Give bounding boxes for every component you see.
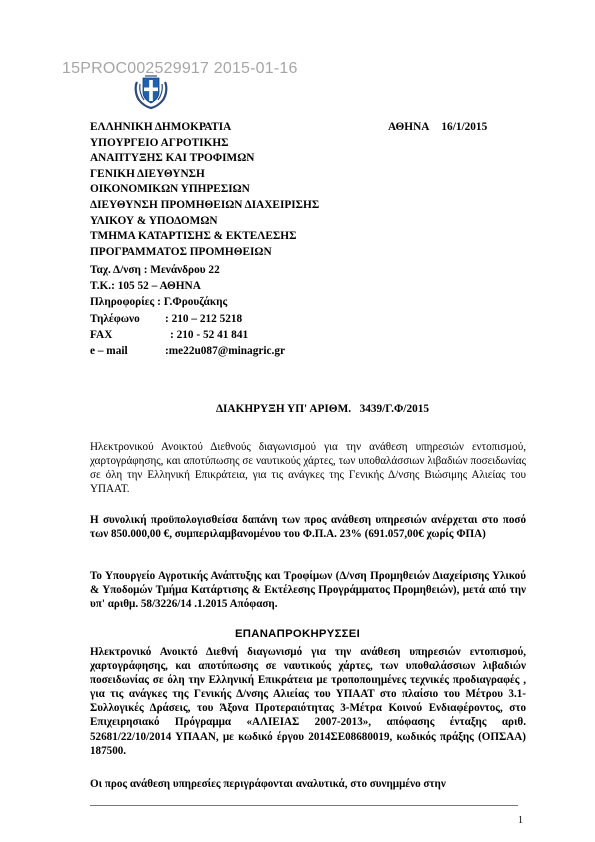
fax-row xyxy=(90,327,285,343)
address: Ταχ. Δ/νση : Μενάνδρου 22 xyxy=(90,264,220,276)
tender-subject-paragraph: Ηλεκτρονικού Ανοικτού Διεθνούς διαγωνισμού για την ανάθεση υπηρεσιών εντοπισμού, χαρτογράφησης, και αποτύπωσης σε ναυτικούς χάρτες, των υποθαλάσσιων λιβαδιών ποσειδωνίας σε όλη την Ελληνική Επικράτεια, για τις ανάγκες της Γενικής Δ/νσης Βιώσιμης Αλιείας του ΥΠΑΑΤ. xyxy=(90,441,526,496)
place-and-date xyxy=(388,120,487,136)
page-number: 1 xyxy=(518,815,523,826)
authority-line: ΑΝΑΠΤΥΞΗΣ ΚΑΙ ΤΡΟΦΙΜΩΝ xyxy=(90,152,255,165)
phone-label: Τηλέφωνο xyxy=(90,312,140,325)
issuing-authority xyxy=(90,120,319,260)
declaration-title: ΔΙΑΚΗΡΥΞΗ ΥΠ' ΑΡΙΘΜ. xyxy=(215,403,352,415)
declaration-heading xyxy=(0,403,595,415)
services-description-paragraph: Οι προς ανάθεση υπηρεσίες περιγράφονται αναλυτικά, στο συνημμένο στην xyxy=(90,778,446,790)
declaration-number: 3439/Γ.Φ/2015 xyxy=(359,403,430,415)
date: 16/1/2015 xyxy=(441,121,488,133)
contact-details xyxy=(90,262,285,359)
authority-line: ΓΕΝΙΚΗ ΔΙΕΥΘΥΝΣΗ xyxy=(90,167,205,180)
authority-line: ΔΙΕΥΘΥΝΣΗ ΠΡΟΜΗΘΕΙΩΝ ΔΙΑΧΕΙΡΙΣΗΣ xyxy=(90,198,320,211)
phone-row xyxy=(90,311,285,327)
authority-line: ΥΛΙΚΟΥ & ΥΠΟΔΟΜΩΝ xyxy=(90,214,218,227)
reannounce-heading: ΕΠΑΝΑΠΡΟΚΗΡΥΣΣΕΙ xyxy=(234,628,361,640)
city: ΑΘΗΝΑ xyxy=(388,121,430,133)
postcode: Τ.Κ.: 105 52 – ΑΘΗΝΑ xyxy=(90,280,201,293)
authority-line: ΥΠΟΥΡΓΕΙΟ ΑΓΡΟΤΙΚΗΣ xyxy=(90,136,229,149)
contact-person: Πληροφορίες : Γ.Φρουζάκης xyxy=(90,296,228,309)
budget-paragraph: Η συνολική προϋπολογισθείσα δαπάνη των προς ανάθεση υπηρεσιών ανέρχεται στο ποσό των 850.000,00 €, συμπεριλαμβανομένου του Φ.Π.Α. 23% (691.057,00€ χωρίς ΦΠΑ) xyxy=(90,514,526,541)
email-label: e – mail xyxy=(90,345,128,358)
reannouncement-paragraph: Ηλεκτρονικό Ανοικτό Διεθνή διαγωνισμό για την ανάθεση υπηρεσιών εντοπισμού, χαρτογράφησης, και αποτύπωσης σε ναυτικούς χάρτες, των υποθαλάσσιων λιβαδιών ποσειδωνίας σε όλη την Ελληνική Επικράτεια με τροποποιημένες τεχνικές προδιαγραφές , για τις ανάγκες της Γενικής Δ/νσης Αλιείας του ΥΠΑΑΤ στο πλαίσιο του Μέτρου 3.1-Συλλογικές Δράσεις, του Άξονα Προτεραιότητας 3-Μέτρα Κοινού Ενδιαφέροντος, στο Επιχειρησιακό Πρόγραμμα «ΑΛΙΕΙΑΣ 2007-2013», απόφασης ένταξης αριθ. 52681/22/10/2014 ΥΠΑΑΝ, με κωδικό έργου 2014ΣΕ08680019, κωδικός πράξης (ΟΠΣΑΑ) 187500. xyxy=(90,646,526,757)
phone-value: : 210 – 212 5218 xyxy=(165,312,243,325)
ministry-decision-paragraph: Το Υπουργείο Αγροτικής Ανάπτυξης και Τροφίμων (Δ/νση Προμηθειών Διαχείρισης Υλικού & Υποδομών Τμήμα Κατάρτισης & Εκτέλεσης Προγράμματος Προμηθειών), μετά από την υπ' αριθμ. 58/3226/14 .1.2015 Απόφαση. xyxy=(90,570,526,611)
authority-line: ΠΡΟΓΡΑΜΜΑΤΟΣ ΠΡΟΜΗΘΕΙΩΝ xyxy=(90,245,272,258)
authority-line: ΟΙΚΟΝΟΜΙΚΩΝ ΥΠΗΡΕΣΙΩΝ xyxy=(90,183,250,196)
fax-value: : 210 - 52 41 841 xyxy=(170,328,249,341)
footer-divider xyxy=(90,805,518,806)
authority-line: ΤΜΗΜΑ ΚΑΤΑΡΤΙΣΗΣ & ΕΚΤΕΛΕΣΗΣ xyxy=(90,230,297,243)
document-id-watermark: 15PROC002529917 2015-01-16 xyxy=(62,60,298,77)
authority-line: ΕΛΛΗΝΙΚΗ ΔΗΜΟΚΡΑΤΙΑ xyxy=(90,121,232,133)
fax-label: FAX xyxy=(90,328,113,341)
email-row xyxy=(90,343,285,359)
email-value: :me22u087@minagric.gr xyxy=(165,345,286,358)
